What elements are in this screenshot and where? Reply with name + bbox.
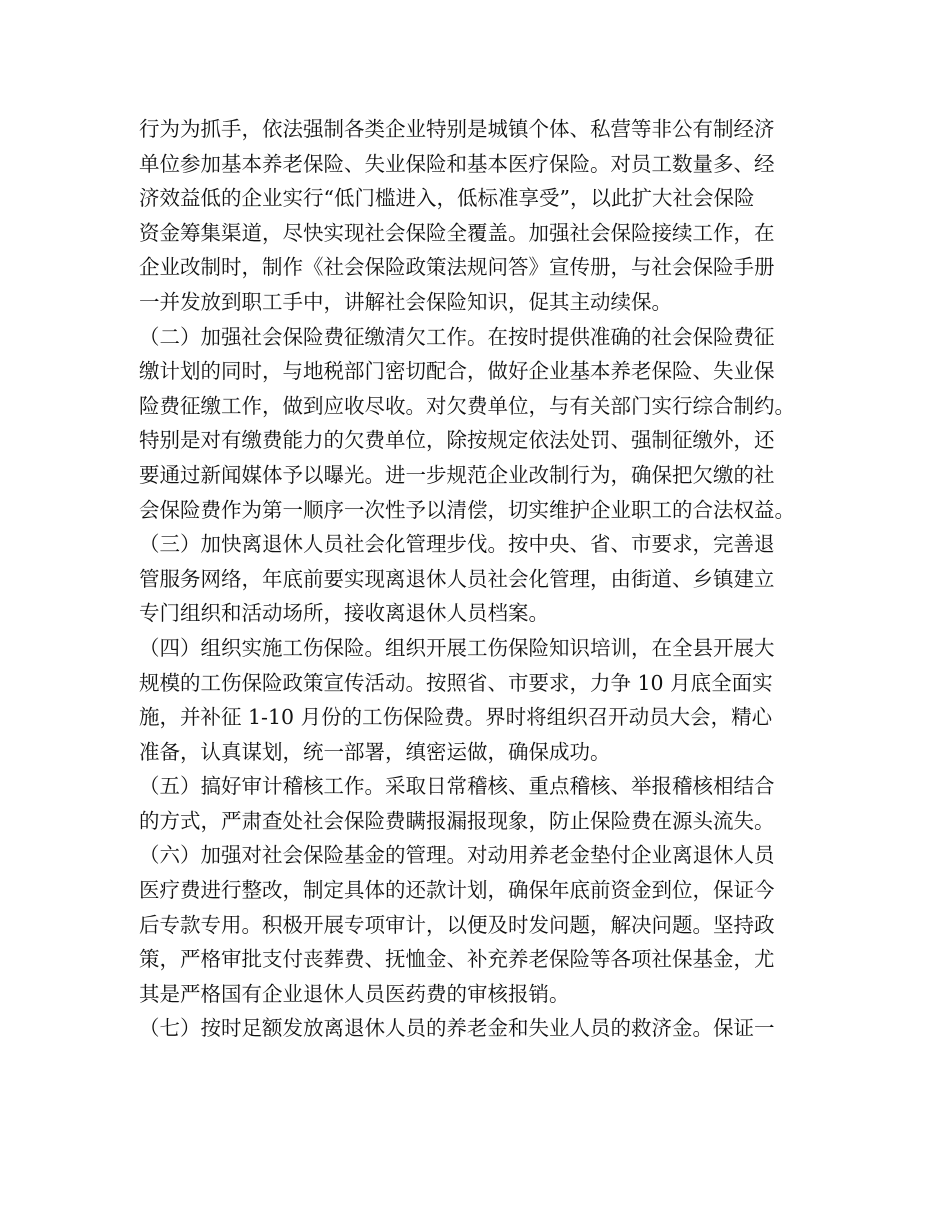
text-line: 管服务网络，年底前要实现离退休人员社会化管理，由街道、乡镇建立 — [139, 566, 775, 591]
text-line: 施，并补征 1-10 月份的工伤保险费。界时将组织召开动员大会，精心 — [139, 705, 773, 730]
section-heading-line: （二）加强社会保险费征缴清欠工作。在按时提供准确的社会保险费征 — [139, 324, 775, 349]
text-line: 策，严格审批支付丧葬费、抚恤金、补充养老保险等各项社保基金，尤 — [139, 947, 775, 972]
text-line: 准备，认真谋划，统一部署，缜密运做，确保成功。 — [139, 739, 611, 764]
text-line: 的方式，严肃查处社会保险费瞒报漏报现象，防止保险费在源头流失。 — [139, 808, 775, 833]
text-line: 一并发放到职工手中，讲解社会保险知识，促其主动续保。 — [139, 289, 672, 314]
text-line: 要通过新闻媒体予以曝光。进一步规范企业改制行为，确保把欠缴的社 — [139, 462, 775, 487]
section-heading-line: （七）按时足额发放离退休人员的养老金和失业人员的救济金。保证一 — [139, 1016, 775, 1041]
text-line: 企业改制时，制作《社会保险政策法规问答》宣传册，与社会保险手册 — [139, 255, 775, 280]
text-line: 特别是对有缴费能力的欠费单位，除按规定依法处罚、强制征缴外，还 — [139, 428, 775, 453]
text-line: 专门组织和活动场所，接收离退休人员档案。 — [139, 601, 549, 626]
text-line: 济效益低的企业实行“低门槛进入，低标准享受”，以此扩大社会保险 — [139, 186, 755, 211]
text-line: 险费征缴工作，做到应收尽收。对欠费单位，与有关部门实行综合制约。 — [139, 393, 795, 418]
document-body — [139, 112, 829, 1046]
section-heading-line: （六）加强对社会保险基金的管理。对动用养老金垫付企业离退休人员 — [139, 843, 775, 868]
text-line: 会保险费作为第一顺序一次性予以清偿，切实维护企业职工的合法权益。 — [139, 497, 795, 522]
section-heading-line: （四）组织实施工伤保险。组织开展工伤保险知识培训，在全县开展大 — [139, 635, 775, 660]
text-line: 其是严格国有企业退休人员医药费的审核报销。 — [139, 981, 570, 1006]
text-line: 后专款专用。积极开展专项审计，以便及时发问题，解决问题。坚持政 — [139, 912, 775, 937]
text-line: 规模的工伤保险政策宣传活动。按照省、市要求，力争 10 月底全面实 — [139, 670, 773, 695]
section-heading-line: （五）搞好审计稽核工作。采取日常稽核、重点稽核、举报稽核相结合 — [139, 774, 775, 799]
text-line: 缴计划的同时，与地税部门密切配合，做好企业基本养老保险、失业保 — [139, 359, 775, 384]
text-line: 单位参加基本养老保险、失业保险和基本医疗保险。对员工数量多、经 — [139, 151, 775, 176]
text-line: 资金筹集渠道，尽快实现社会保险全覆盖。加强社会保险接续工作，在 — [139, 220, 775, 245]
section-heading-line: （三）加快离退休人员社会化管理步伐。按中央、省、市要求，完善退 — [139, 532, 775, 557]
text-line: 医疗费进行整改，制定具体的还款计划，确保年底前资金到位，保证今 — [139, 878, 775, 903]
text-line: 行为为抓手，依法强制各类企业特别是城镇个体、私营等非公有制经济 — [139, 117, 775, 141]
